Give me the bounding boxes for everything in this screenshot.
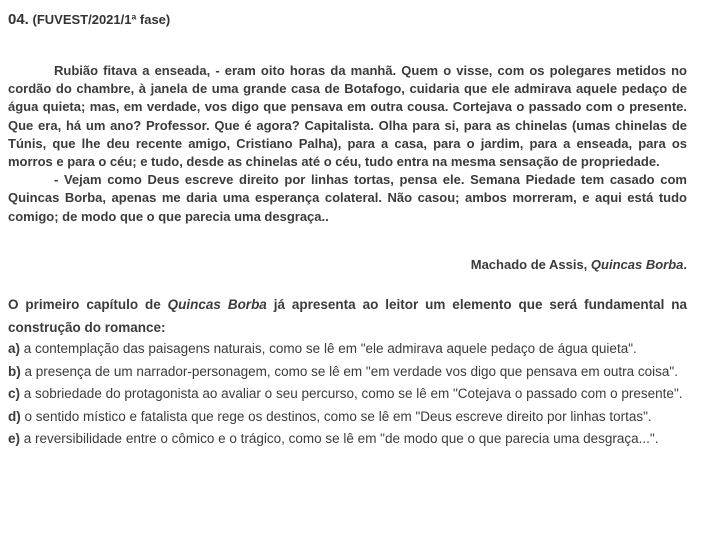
option-text: a reversibilidade entre o cômico e o trágico, como se lê em "de modo que o que parecia uma desgraça...". bbox=[20, 431, 659, 446]
option-a[interactable] bbox=[8, 338, 687, 361]
author-name: Machado de Assis, bbox=[470, 257, 591, 272]
option-letter: a) bbox=[8, 341, 21, 356]
option-letter: d) bbox=[8, 408, 21, 424]
option-text: a contemplação das paisagens naturais, como se lê em "ele admirava aquele pedaço de água quieta". bbox=[20, 341, 637, 356]
passage bbox=[8, 62, 687, 226]
option-letter: b) bbox=[8, 363, 21, 379]
option-letter: c) bbox=[8, 386, 21, 401]
question-source: (FUVEST/2021/1ª fase) bbox=[32, 12, 171, 27]
option-e[interactable] bbox=[8, 428, 687, 451]
option-c[interactable] bbox=[8, 383, 687, 406]
question-number: 04. bbox=[8, 11, 29, 28]
attribution-end: . bbox=[683, 257, 687, 272]
option-d[interactable] bbox=[8, 406, 687, 429]
option-text: a presença de um narrador-personagem, como se lê em "em verdade vos digo que pensava em outra coisa". bbox=[20, 363, 678, 379]
answer-options bbox=[8, 338, 687, 451]
option-letter: e) bbox=[8, 431, 21, 446]
question-text: já apresenta ao leitor um elemento que será fundamental na construção do romance: bbox=[8, 297, 687, 335]
passage-attribution bbox=[471, 257, 687, 272]
question-text: O primeiro capítulo de bbox=[8, 297, 168, 312]
option-text: a sobriedade do protagonista ao avaliar o seu percurso, como se lê em "Cotejava o passado com o presente". bbox=[20, 386, 683, 401]
work-title: Quincas Borba bbox=[590, 257, 684, 272]
passage-paragraph: - Vejam como Deus escreve direito por linhas tortas, pensa ele. Semana Piedade tem casado com Quincas Borba, apenas me daria uma esperança colateral. Não casou; ambos morreram, e aqui está tudo comigo; de modo que o que parecia uma desgraça.. bbox=[8, 172, 687, 224]
passage-paragraph: Rubião fitava a enseada, - eram oito horas da manhã. Quem o visse, com os polegares metidos no cordão do chambre, à janela de uma grande casa de Botafogo, cuidaria que ele admirava aquele pedaço de água quieta; mas, em verdade, vos digo que pensava em outra cousa. Cortejava o passado com o presente. Que era, há um ano? Professor. Que é agora? Capitalista. Olha para si, para as chinelas (umas chinelas de Túnis, que lhe deu recente amigo, Cristiano Palha), para a casa, para o jardim, para a enseada, para os morros e para o céu; e tudo, desde as chinelas até o céu, tudo entra na mesma sensação de propriedade. bbox=[8, 63, 687, 170]
option-text: o sentido místico e fatalista que rege os destinos, como se lê em "Deus escreve direito por linhas tortas". bbox=[20, 408, 652, 424]
question-work-title: Quincas Borba bbox=[167, 297, 267, 312]
option-b[interactable] bbox=[8, 361, 687, 384]
question-header bbox=[8, 11, 170, 28]
question-stem bbox=[8, 293, 687, 339]
